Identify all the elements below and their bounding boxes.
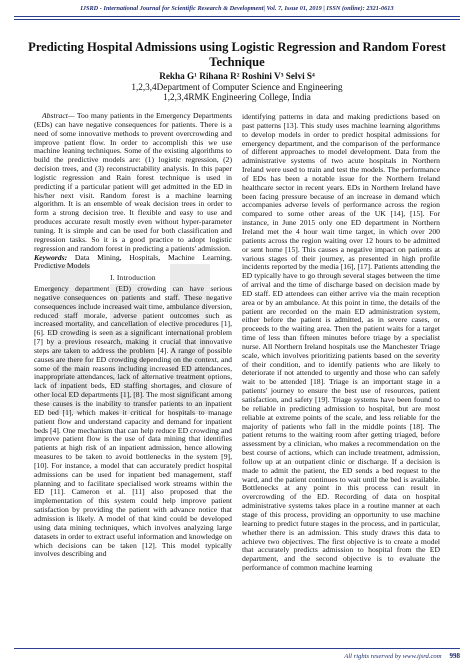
keywords-label: Keywords: xyxy=(34,252,68,262)
keywords-text: Data Mining, Hospitals, Machine Learning, Predictive Models xyxy=(34,252,232,271)
affiliation-department: 1,2,3,4Department of Computer Science and Engineering xyxy=(131,81,343,92)
left-column xyxy=(34,112,232,559)
author-block xyxy=(24,71,450,103)
paper-title: Predicting Hospital Admissions using Logistic Regression and Random Forest Technique xyxy=(28,40,446,69)
abstract xyxy=(34,112,232,254)
introduction-text: Emergency department (ED) crowding can have serious negative consequences on patients and staff. These negative consequences include increased wait time, ambulance diversion, reduced staff morale, adverse patient outcomes such as increased mortality, and cancellation of elective procedures [1],[6]. ED crowding is seen as a significant international problem [7] by a previous research, making it crucial that innovative steps are taken to address the problem [4]. A range of possible causes are there for ED crowding depending on the context, and some of the main reasons including increased ED attendances, inappropriate attendances, lack of alternative treatment options, lack of inpatient beds, ED staffing shortages, and closure of other local ED departments [1], [8]. The most significant among these causes is the inability to transfer patients to an inpatient ED bed [1], which makes it critical for hospitals to manage patient flow and understand capacity and demand for inpatient beds [4]. One mechanism that can help reduce ED crowding and improve patient flow is the use of data mining that identifies patients at high risk of an inpatient admission, hence allowing measures to be taken to avoid bottlenecks in the system [9], [10]. For instance, a model that can accurately predict hospital admissions can be used for inpatient bed management, staff planning and to facilitate specialised work streams within the ED [11]. Cameron et al. [11] also proposed that the implementation of this system could help improve patient satisfaction by providing the patient with advance notice that admission is likely. A model of that kind could be developed using data mining techniques, which involves analyzing large datasets in order to extract useful information and knowledge on which decisions can be taken [12]. This model typically involves describing and xyxy=(34,284,232,559)
header-rule xyxy=(14,16,460,17)
abstract-text: Too many patients in the Emergency Departments (EDs) can have negative consequences for patients. There is a need of some innovative methods to prevent overcrowding and improve patient flow. In order to accomplish this we use machine leaning techniques. Some of the existing algorithms to build the predictive models are: (1) logistic regression, (2) decision trees, and (3) reconstructability analysis. In this paper logistic regression and Rain forest technique is used in predicting if a particular patient will get admitted in the ED in his/her next visit. Random forest is a machine learning algorithm. It is an ensemble of weak decision trees in order to form a strong decision tree. It flexible and easy to use and produces accurate result mostly even without hyper-parameter tuning. It is simple and can be used for both classification and regression tasks. So it is a good practice to adopt logistic regression and random forest in predicting a patients' admission. xyxy=(34,111,232,253)
journal-header: IJSRD - International Journal for Scientific Research & Development| Vol. 7, Issue 01, 2019 | ISSN (online): 2321-0613 xyxy=(80,5,394,12)
footer-text: All rights reserved by www.ijsrd.com xyxy=(344,653,442,660)
abstract-label: Abstract— xyxy=(42,111,75,120)
section-heading-introduction: I. Introduction xyxy=(110,273,156,283)
affiliation-institution: 1,2,3,4RMK Engineering College, India xyxy=(163,92,311,103)
page-number: 998 xyxy=(449,652,460,660)
author-names: Rekha G¹ Rihana R² Roshini V³ Selvi S⁴ xyxy=(159,71,315,81)
right-column xyxy=(242,113,440,573)
right-column-text: identifying patterns in data and making predictions based on past patterns [13]. This study uses machine learning algorithms to develop models in order to predict hospital admissions for emergency department, and the comparison of the performance of different approaches to model development. Data from the administrative systems of two acute hospitals in Northern Ireland were used to train and test the models. The performance of EDs has been a notable issue for the Northern Ireland healthcare sector in recent years. EDs in Northern Ireland have been facing pressure because of an increase in demand which accompanies adverse levels of performance across the region compared to some other areas of the UK [14], [15]. For instance, in June 2015 only one ED department in Northern Ireland met the 4 hour wait time target, in which over 200 patients across the region waiting over 12 hours to be admitted or sent home [15]. This causes a negative impact on patients at various stages of their journey, as presented in high profile incidents reported by the media [16], [17]. Patients attending the ED typically have to go through several stages between the time of arrival and the time of discharge based on decision made by ED staff. ED attendees can either arrive via the main reception area or by an ambulance. At this point in time, the details of the patient are recorded on the main ED administration system, either before the patient is admitted, as in severe cases, or proceeds to the waiting area. Then the patient waits for a target time of less than fifteen minutes before triage by a specialist nurse. All Northern Ireland hospitals use the Manchester Triage scale, which involves prioritizing patients based on the severity of their condition, and to identify patients who are likely to deteriorate if not attended to urgently and those who can safely wait to be attended [18]. Triage is an important stage in a patients' journey to ensure the best use of resources, patient satisfaction, and safety [19]. Triage systems have been found to be reliable in predicting admission to hospital, but are most reliable at extreme points of the scale, and less reliable for the majority of patients who fall in the middle points [18]. The patient returns to the waiting room after getting triaged, before assessment by a clinician, who makes a recommendation on the best course of actions, which can include treatment, admission, follow up at an outpatient clinic or discharge. If a decision is made to admit the patient, the ED sends a bed request to the ward, and the patient continues to wait until the bed is available. Bottlenecks at any point in this process can result in overcrowding of the ED. Recording of data on hospital administrative systems takes place in a routine manner at each stage of this process, providing an opportunity to use machine learning to predict future stages in the process, and in particular, whether there is an admission. This study draws this data to achieve two objectives. The first objective is to create a model that accurately predicts admission to hospital from the ED department, and the second objective is to evaluate the performance of common machine learning xyxy=(242,112,440,573)
keywords xyxy=(34,254,232,272)
footer-rule xyxy=(14,648,460,649)
header-rule-thin xyxy=(14,19,460,20)
page-footer xyxy=(344,652,460,660)
